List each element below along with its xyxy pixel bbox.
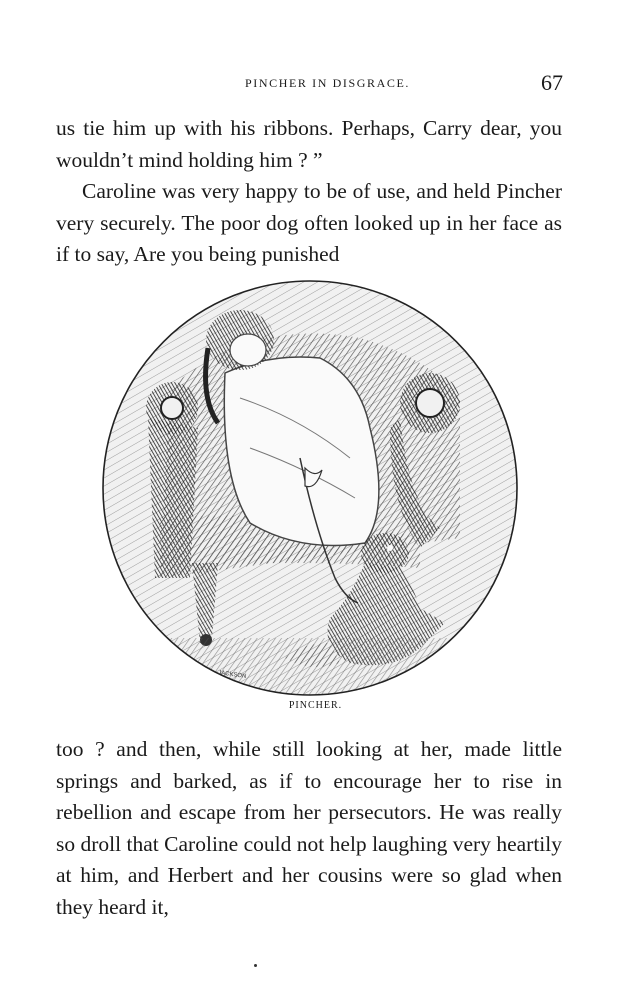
body-text-top xyxy=(56,113,562,271)
print-speck xyxy=(254,964,257,967)
paragraph-2: Caroline was very happy to be of use, and held Pincher very securely. The poor dog often looked up in her face as if to say, Are you being punished xyxy=(56,179,562,266)
engraving-girl-with-dog xyxy=(100,278,520,698)
body-text-bottom xyxy=(56,734,562,923)
page-number: 67 xyxy=(541,70,563,95)
paragraph-3: too ? and then, while still looking at her, made little springs and barked, as if to encourage her to rise in rebellion and escape from her persecutors. He was really so droll that Caroline could not help laughing very heartily at him, and Herbert and her cousins were so glad when they heard it, xyxy=(56,737,562,919)
figure-caption: PINCHER. xyxy=(288,700,343,711)
engraver-signature: JACKSON xyxy=(217,670,247,680)
paragraph-1: us tie him up with his ribbons. Perhaps, Carry dear, you wouldn’t mind holding him ? ” xyxy=(56,116,562,172)
running-head xyxy=(0,72,631,96)
running-title: PINCHER IN DISGRACE. xyxy=(244,76,410,90)
